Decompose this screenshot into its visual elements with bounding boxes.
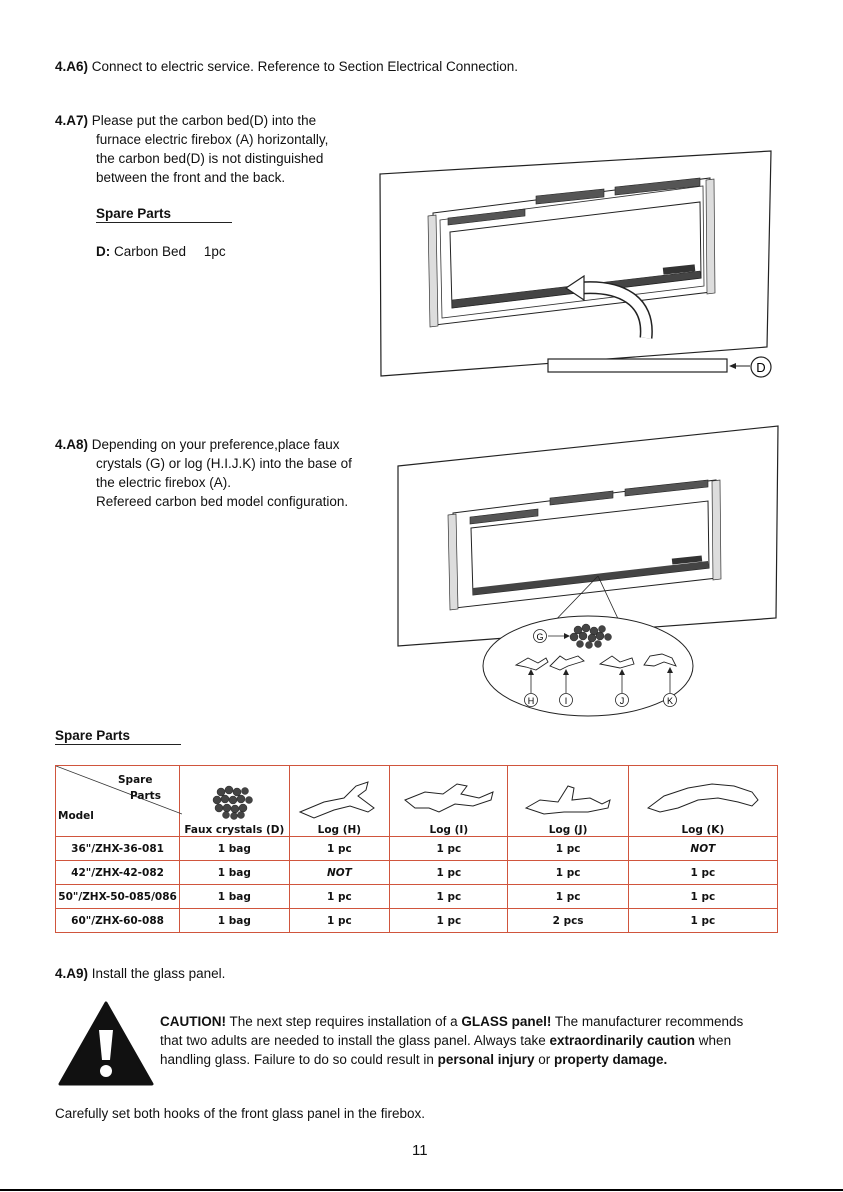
step-4a9: [55, 964, 555, 983]
step-number: 4.A7): [55, 113, 89, 128]
step-text-line: the carbon bed(D) is not distinguished: [96, 151, 324, 166]
caution-text: when: [695, 1033, 732, 1048]
bottom-rule: [0, 1189, 843, 1191]
table-cell: 1 pc: [289, 909, 390, 933]
warning-icon: [58, 1000, 154, 1086]
column-header: [289, 766, 390, 837]
column-label: Log (J): [548, 824, 588, 836]
crystals-icon: [199, 782, 269, 822]
table-row: [56, 861, 778, 885]
caution-block: [160, 1012, 780, 1069]
table-cell: 1 pc: [508, 837, 628, 861]
spare-parts-heading: [55, 728, 181, 745]
final-instruction: Carefully set both hooks of the front glass panel in the firebox.: [55, 1106, 425, 1121]
column-label: Faux crystals (D): [184, 824, 285, 836]
step-text-line: Please put the carbon bed(D) into the: [91, 113, 317, 128]
spare-parts-table: [55, 765, 778, 933]
corner-model: Model: [58, 810, 94, 822]
step-text-line: Refereed carbon bed model configuration.: [96, 494, 349, 509]
step-4a6: [55, 57, 755, 76]
part-qty: 1pc: [203, 244, 226, 259]
model-cell: 36"/ZHX-36-081: [56, 837, 180, 861]
table-cell: 1 pc: [390, 861, 508, 885]
log-k-icon: [638, 778, 768, 822]
table-cell: 1 pc: [390, 885, 508, 909]
step-4a8: [55, 435, 385, 511]
caution-text: or: [534, 1052, 554, 1067]
step-text: Install the glass panel.: [91, 966, 226, 981]
step-text-line: Depending on your preference,place faux: [91, 437, 340, 452]
callout-label-k: K: [666, 696, 674, 706]
part-name: Carbon Bed: [114, 244, 187, 259]
table-cell: 1 pc: [390, 837, 508, 861]
table-row: [56, 885, 778, 909]
log-j-icon: [518, 778, 618, 822]
column-header: [508, 766, 628, 837]
spare-part-item: [96, 242, 296, 261]
table-cell: 1 pc: [289, 837, 390, 861]
model-cell: 60"/ZHX-60-088: [56, 909, 180, 933]
step-4a7: [55, 111, 375, 187]
corner-spare: Spare: [118, 774, 153, 786]
caution-emphasis: GLASS panel!: [461, 1014, 552, 1029]
table-cell: 1 pc: [628, 861, 777, 885]
table-row: [56, 909, 778, 933]
table-cell: 1 bag: [180, 885, 289, 909]
callout-label-j: J: [619, 696, 625, 706]
spare-parts-heading-a7: [96, 206, 232, 223]
column-header: [628, 766, 777, 837]
step-text: Connect to electric service. Reference to Section Electrical Connection.: [91, 59, 518, 74]
firebox-logs-figure: [388, 418, 788, 718]
step-number: 4.A9): [55, 966, 89, 981]
caution-text: The next step requires installation of a: [226, 1014, 462, 1029]
part-code: D:: [96, 244, 111, 259]
step-text-line: furnace electric firebox (A) horizontally,: [96, 132, 329, 147]
corner-parts: Parts: [130, 790, 161, 802]
callout-label-d: D: [756, 360, 766, 375]
step-number: 4.A6): [55, 59, 89, 74]
model-cell: 50"/ZHX-50-085/086: [56, 885, 180, 909]
table-cell: 1 bag: [180, 909, 289, 933]
caution-emphasis: property damage.: [553, 1052, 668, 1067]
callout-label-i: I: [564, 696, 568, 706]
table-cell: 1 pc: [508, 885, 628, 909]
table-cell: NOT: [628, 837, 777, 861]
table-cell: 1 pc: [390, 909, 508, 933]
log-i-icon: [399, 778, 499, 822]
table-row: [56, 837, 778, 861]
column-label: Log (H): [317, 824, 362, 836]
corner-cell: [56, 766, 180, 837]
carbon-bed: [548, 359, 727, 372]
caution-text: The manufacturer recommends: [551, 1014, 744, 1029]
table-header-row: [56, 766, 778, 837]
table-cell: 1 pc: [289, 885, 390, 909]
column-label: Log (K): [681, 824, 725, 836]
table-cell: 1 pc: [628, 909, 777, 933]
step-number: 4.A8): [55, 437, 89, 452]
spare-parts-label: Spare Parts: [96, 206, 232, 223]
column-header: [390, 766, 508, 837]
spare-parts-label: Spare Parts: [55, 728, 181, 745]
table-cell: 1 pc: [508, 861, 628, 885]
model-cell: 42"/ZHX-42-082: [56, 861, 180, 885]
caution-label: CAUTION!: [160, 1014, 226, 1029]
callout-label-g: G: [536, 632, 544, 642]
caution-text: handling glass. Failure to do so could result in: [160, 1052, 438, 1067]
step-text-line: the electric firebox (A).: [96, 475, 232, 490]
step-text-line: between the front and the back.: [96, 170, 286, 185]
column-header: [180, 766, 289, 837]
table-cell: 1 pc: [628, 885, 777, 909]
table-cell: 1 bag: [180, 861, 289, 885]
column-label: Log (I): [429, 824, 469, 836]
caution-emphasis: personal injury: [437, 1052, 535, 1067]
page-number: 11: [412, 1142, 428, 1159]
step-text-line: crystals (G) or log (H.I.J.K) into the base of: [96, 456, 352, 471]
table-cell: 1 bag: [180, 837, 289, 861]
caution-text: that two adults are needed to install the glass panel. Always take: [160, 1033, 550, 1048]
table-cell: 2 pcs: [508, 909, 628, 933]
caution-emphasis: extraordinarily caution: [549, 1033, 696, 1048]
firebox-carbon-bed-figure: [370, 140, 790, 390]
callout-label-h: H: [527, 696, 535, 706]
table-cell: NOT: [289, 861, 390, 885]
log-h-icon: [294, 778, 384, 822]
